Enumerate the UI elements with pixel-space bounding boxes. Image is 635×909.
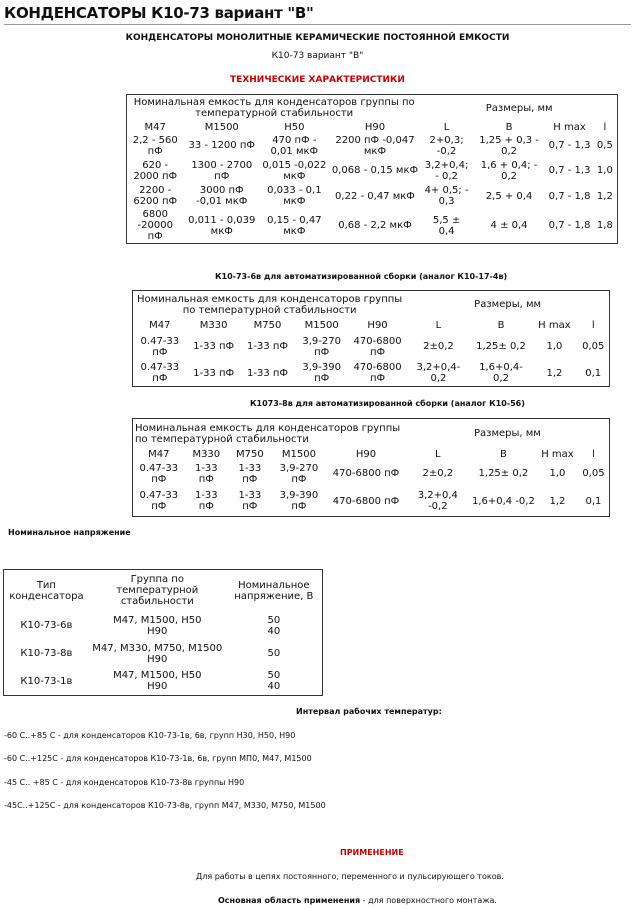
cell: 1-33 пФ [247, 341, 289, 352]
app-main-text: - для поверхностного монтажа. [360, 896, 497, 905]
cell: 1,0 [546, 341, 563, 352]
page-title: КОНДЕНСАТОРЫ К10-73 вариант "В" [4, 4, 314, 22]
cell: 0.47-33 пФ [140, 335, 180, 358]
cell: 620 - 2000 пФ [133, 159, 178, 182]
cell: 1-33 пФ [238, 490, 262, 513]
app-main [218, 896, 497, 905]
cell: 1,2 [596, 190, 613, 202]
col-header: Номинальное напряжение, В [234, 579, 314, 602]
col-header: H max [541, 449, 574, 460]
spec-table-6v [132, 290, 610, 387]
cell: 1300 - 2700 пФ [191, 159, 253, 182]
cell: 0,15 - 0,47 мкФ [267, 214, 322, 237]
cell: 3,2+0,4- 0,2 [416, 362, 461, 385]
cell: 3,9-270 пФ [279, 462, 319, 485]
cell: 2200 - 6200 пФ [133, 185, 178, 207]
col-header: L [435, 449, 441, 460]
col-header: М750 [235, 449, 264, 460]
cell: 0,7 - 1,3 [548, 140, 591, 151]
cell: 1,25 + 0,3 - 0,2 [479, 134, 539, 157]
temp-line: -45С..+125С - для конденсаторов К10-73-8в, групп М47, М330, М750, М1500 [4, 801, 326, 810]
cell: 0,1 [585, 367, 602, 379]
col-header: М47 [144, 121, 166, 133]
cell: 2,2 - 560 пФ [132, 134, 178, 157]
group-cell [89, 668, 226, 696]
cell: 1-33 пФ [193, 341, 235, 352]
col-header: L [435, 320, 442, 331]
temp-line: -45 С.. +85 С - для конденсаторов К10-73-8в группы Н90 [4, 778, 245, 787]
cell: 5,5 ± 0,4 [432, 214, 461, 237]
cell: 0,068 - 0,15 мкФ [331, 165, 419, 176]
cell: 2±0,2 [422, 468, 454, 479]
app-main-label: Основная область применения [218, 896, 361, 905]
cell: 0,68 - 2,2 мкФ [338, 220, 412, 232]
cell: 1,8 [596, 220, 613, 232]
col-header: Н90 [367, 320, 388, 331]
group-line: М47, М1500, Н50 [113, 670, 202, 682]
volt-line: 50 [267, 614, 281, 626]
type-cell: К10-73-6в [20, 620, 73, 631]
col-header: l [592, 449, 595, 460]
temp-line: -60 С..+85 С - для конденсаторов К10-73-1в, 6в, групп Н30, Н50, Н90 [4, 731, 296, 740]
col-header: М750 [253, 320, 282, 331]
cell: 3,9-270 пФ [302, 335, 341, 358]
cell: 1-33 пФ [193, 367, 235, 379]
spec-table-main [126, 94, 618, 244]
group-line: Н90 [147, 625, 168, 637]
cell: 4 ± 0,4 [490, 220, 528, 232]
cell: 3000 пФ -0,01 мкФ [196, 185, 248, 207]
voltage-heading: Номинальное напряжение [8, 528, 131, 537]
app-heading: ПРИМЕНЕНИЕ [340, 848, 404, 857]
col-header: М1500 [281, 449, 316, 460]
col-header: М47 [148, 449, 170, 460]
cell: 1,6+0,4 -0,2 [471, 495, 535, 507]
col-header: l [603, 121, 607, 133]
cell: 0,22 - 0,47 мкФ [335, 190, 415, 202]
cell: 0,7 - 1,8 [548, 220, 591, 232]
cell: 470-6800 пФ [353, 362, 402, 385]
col-header: B [499, 449, 507, 460]
cell: 0,5 [596, 140, 613, 151]
title-bar [4, 2, 631, 25]
cell: 1,25± 0,2 [476, 341, 526, 352]
cell: 4+ 0,5; - 0,3 [424, 185, 469, 207]
cell: 33 - 1200 пФ [188, 140, 255, 151]
volt-cell [226, 612, 323, 640]
col-header: l [591, 320, 595, 331]
cell: 1,6 + 0,4; - 0,2 [480, 159, 538, 182]
cell: 0,05 [582, 468, 605, 479]
temp-heading: Интервал рабочих температур: [296, 707, 442, 716]
col-header: Н90 [364, 121, 386, 133]
col-header: М1500 [304, 320, 339, 331]
subtitle: КОНДЕНСАТОРЫ МОНОЛИТНЫЕ КЕРАМИЧЕСКИЕ ПОСТОЯННОЙ ЕМКОСТИ [125, 33, 510, 43]
cell: 3,9-390 пФ [302, 362, 341, 385]
group-cell [89, 612, 226, 640]
cell: 2,5 + 0,4 [485, 190, 533, 202]
cell: 0,7 - 1,8 [548, 190, 591, 202]
col-header: Н50 [284, 121, 305, 133]
cell: 1-33 пФ [194, 462, 218, 485]
cell: 3,2+0,4; - 0,2 [424, 159, 469, 182]
cell: 470-6800 пФ [353, 335, 402, 358]
tech-heading: ТЕХНИЧЕСКИЕ ХАРАКТЕРИСТИКИ [230, 75, 405, 85]
cell: 0,1 [585, 495, 602, 507]
cell: 0,011 - 0,039 мкФ [188, 214, 256, 237]
volt-cell [226, 668, 323, 696]
cell: 0,033 - 0,1 мкФ [267, 185, 322, 207]
volt-line: 40 [267, 625, 281, 637]
cell: 2±0,2 [423, 341, 454, 352]
cell: 0,7 - 1,3 [548, 165, 591, 176]
col-header: М1500 [204, 121, 239, 133]
cell: 3,2+0,4 -0,2 [417, 490, 458, 513]
cell: 0,015 -0,022 мкФ [262, 159, 327, 182]
table3-caption: К1073-8в для автоматизированной сборки (аналог К10-56) [250, 399, 525, 408]
table2-caption: К10-73-6в для автоматизированной сборки (аналог К10-17-4в) [215, 272, 508, 281]
col-header: М330 [192, 449, 221, 460]
cell: 470-6800 пФ [332, 468, 400, 479]
cell: 1,2 [546, 367, 563, 379]
volt-line: 50 [267, 648, 281, 659]
cell: 1,0 [596, 165, 613, 176]
cell: 0.47-33 пФ [139, 490, 179, 513]
cell: 1,6+0,4- 0,2 [479, 362, 523, 385]
cell: 1-33 пФ [247, 367, 289, 379]
cell: 3,9-390 пФ [279, 490, 319, 513]
col-header: М330 [199, 320, 228, 331]
type-cell: К10-73-1в [20, 675, 73, 687]
col-header: Группа по температурной стабильности [116, 574, 199, 608]
volt-line: 40 [267, 681, 281, 693]
cell: 1-33 пФ [238, 462, 262, 485]
cap-header: Номинальная емкость для конденсаторов группы по температурной стабильности [133, 97, 415, 119]
col-header: М47 [149, 320, 171, 331]
cell: 0,05 [582, 341, 605, 352]
col-header: B [505, 121, 513, 133]
group-cell [89, 640, 226, 668]
cap-header: Номинальная емкость для конденсаторов группы по температурной стабильности [137, 293, 403, 316]
col-header: L [443, 121, 450, 133]
size-header: Размеры, мм [485, 102, 553, 114]
volt-cell [226, 640, 323, 668]
cell: 6800 -20000 пФ [137, 209, 173, 243]
col-header: H max [553, 121, 586, 133]
group-line: Н90 [147, 681, 168, 693]
cell: 1,25± 0,2 [478, 468, 529, 479]
cell: 1,0 [549, 468, 566, 479]
group-line: Н90 [147, 653, 168, 665]
cell: 1,2 [549, 495, 566, 507]
size-header: Размеры, мм [474, 299, 542, 311]
col-header: Н90 [355, 449, 377, 460]
type-cell: К10-73-8в [20, 648, 73, 659]
cell: 2200 пФ -0,047 мкФ [335, 134, 415, 157]
cell: 0.47-33 пФ [139, 462, 179, 485]
cell: 1-33 пФ [194, 490, 218, 513]
cell: 470 пФ - 0,01 мкФ [270, 134, 319, 157]
app-text: Для работы в цепях постоянного, переменного и пульсирующего токов. [196, 872, 504, 881]
col-header: H max [538, 320, 571, 331]
temp-line: -60 С..+125С - для конденсаторов К10-73-1в, 6в, групп МП0, М47, М1500 [4, 754, 312, 763]
col-header: Тип конденсатора [9, 579, 84, 602]
size-header: Размеры, мм [473, 428, 541, 440]
voltage-table [3, 569, 323, 696]
cell: 470-6800 пФ [332, 495, 400, 507]
spec-table-8v [132, 418, 610, 517]
cell: 0.47-33 пФ [140, 362, 180, 385]
group-line: М47, М1500, Н50 [113, 614, 202, 626]
cell: 2+0,3; -0,2 [429, 134, 464, 157]
variant-label: К10-73 вариант "В" [271, 51, 364, 61]
col-header: B [497, 320, 505, 331]
volt-line: 50 [267, 670, 281, 682]
cap-header: Номинальная емкость для конденсаторов группы по температурной стабильности [135, 422, 401, 445]
group-line: М47, М330, М750, М1500 [92, 642, 223, 654]
